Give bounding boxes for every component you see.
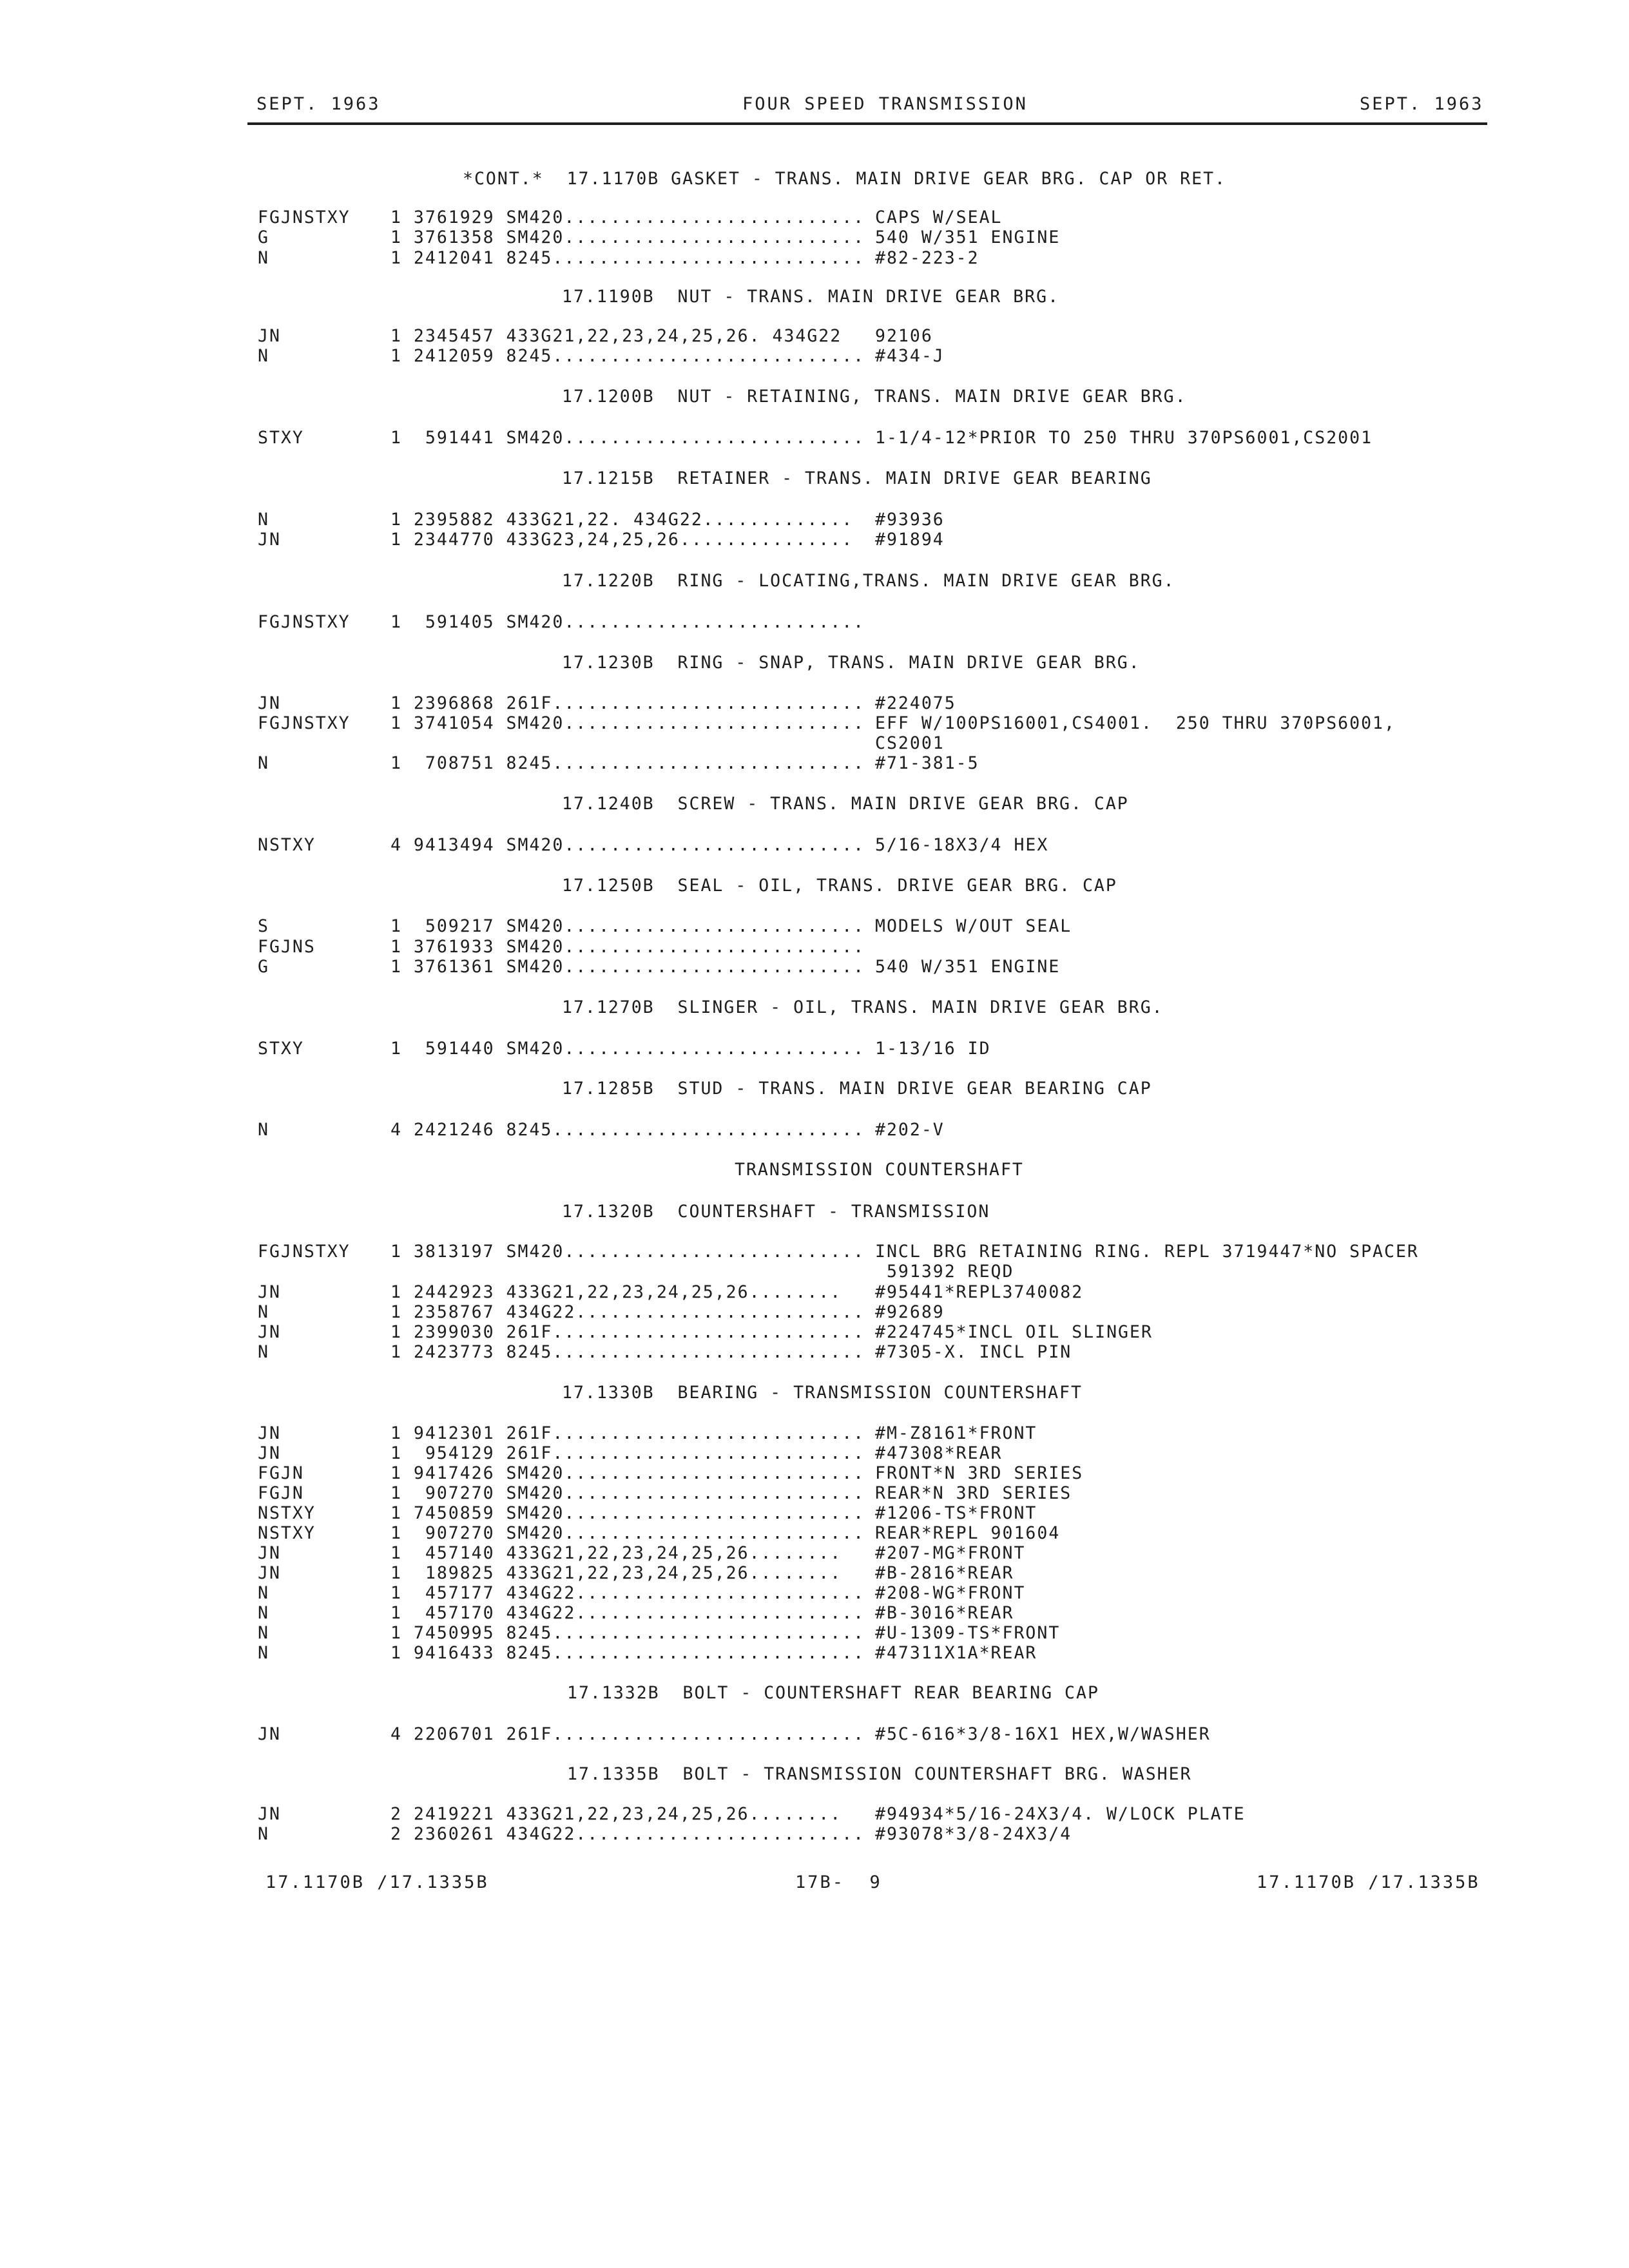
part-number-desc: 1 3761933 SM420..........................: [390, 937, 865, 957]
part-remark: #47311X1A*REAR: [875, 1643, 1037, 1663]
part-usage-code: JN: [258, 1804, 281, 1824]
part-usage-code: JN: [258, 1543, 281, 1563]
part-remark: #71-381-5: [875, 753, 979, 773]
section-heading: 17.1215B RETAINER - TRANS. MAIN DRIVE GEAR BEARING: [562, 468, 1152, 488]
part-number-desc: 1 457177 434G22.........................: [390, 1583, 865, 1603]
part-remark: REAR*N 3RD SERIES: [875, 1483, 1072, 1503]
section-heading: 17.1330B BEARING - TRANSMISSION COUNTERSHAFT: [562, 1383, 1083, 1403]
part-remark: #5C-616*3/8-16X1 HEX,W/WASHER: [875, 1724, 1211, 1744]
part-number-desc: 1 457140 433G21,22,23,24,25,26........: [390, 1543, 842, 1563]
part-usage-code: N: [258, 1643, 269, 1663]
part-usage-code: FGJNS: [258, 937, 316, 957]
part-remark: #B-3016*REAR: [875, 1603, 1014, 1623]
part-usage-code: NSTXY: [258, 1503, 316, 1523]
part-remark: #94934*5/16-24X3/4. W/LOCK PLATE: [875, 1804, 1246, 1824]
part-usage-code: JN: [258, 326, 281, 346]
part-usage-code: N: [258, 1623, 269, 1643]
part-usage-code: N: [258, 346, 269, 366]
part-usage-code: N: [258, 248, 269, 268]
part-remark: #93936: [875, 510, 945, 530]
part-remark: CS2001: [875, 733, 945, 753]
section-heading: 17.1190B NUT - TRANS. MAIN DRIVE GEAR BRG.: [562, 287, 1060, 307]
part-remark: EFF W/100PS16001,CS4001. 250 THRU 370PS6001,: [875, 713, 1396, 733]
section-heading: 17.1240B SCREW - TRANS. MAIN DRIVE GEAR BRG. CAP: [562, 794, 1129, 814]
part-number-desc: 1 2395882 433G21,22. 434G22.............: [390, 510, 854, 530]
part-usage-code: N: [258, 753, 269, 773]
part-remark: #93078*3/8-24X3/4: [875, 1824, 1072, 1844]
part-number-desc: 2 2360261 434G22.........................: [390, 1824, 865, 1844]
part-remark: #U-1309-TS*FRONT: [875, 1623, 1061, 1643]
part-number-desc: 1 2345457 433G21,22,23,24,25,26. 434G22: [390, 326, 842, 346]
part-number-desc: 1 591440 SM420..........................: [390, 1039, 865, 1059]
part-usage-code: N: [258, 1603, 269, 1623]
header-date-right: SEPT. 1963: [1360, 94, 1484, 114]
part-remark: #M-Z8161*FRONT: [875, 1423, 1037, 1443]
part-remark: MODELS W/OUT SEAL: [875, 916, 1072, 936]
part-usage-code: N: [258, 1583, 269, 1603]
section-heading: 17.1220B RING - LOCATING,TRANS. MAIN DRIVE GEAR BRG.: [562, 571, 1175, 591]
part-number-desc: 1 591405 SM420..........................: [390, 612, 865, 632]
part-number-desc: 1 9412301 261F...........................: [390, 1423, 865, 1443]
part-number-desc: 1 2344770 433G23,24,25,26...............: [390, 530, 854, 550]
part-remark: INCL BRG RETAINING RING. REPL 3719447*NO SPACER: [875, 1242, 1419, 1262]
part-number-desc: 1 2399030 261F...........................: [390, 1322, 865, 1342]
part-remark: #95441*REPL3740082: [875, 1282, 1084, 1302]
part-number-desc: 1 7450995 8245...........................: [390, 1623, 865, 1643]
part-number-desc: 1 591441 SM420..........................: [390, 428, 865, 448]
part-usage-code: FGJN: [258, 1483, 304, 1503]
part-usage-code: FGJNSTXY: [258, 612, 351, 632]
part-remark: #B-2816*REAR: [875, 1563, 1014, 1583]
header-rule: [247, 122, 1487, 125]
part-number-desc: 1 2442923 433G21,22,23,24,25,26........: [390, 1282, 842, 1302]
part-remark: 5/16-18X3/4 HEX: [875, 835, 1049, 855]
section-heading: 17.1335B BOLT - TRANSMISSION COUNTERSHAFT BRG. WASHER: [567, 1764, 1192, 1784]
part-number-desc: 1 2396868 261F...........................: [390, 693, 865, 713]
part-usage-code: JN: [258, 1322, 281, 1342]
part-usage-code: G: [258, 957, 269, 977]
part-usage-code: JN: [258, 530, 281, 550]
part-remark: 1-1/4-12*PRIOR TO 250 THRU 370PS6001,CS2001: [875, 428, 1373, 448]
part-usage-code: N: [258, 510, 269, 530]
part-number-desc: 1 954129 261F...........................: [390, 1443, 865, 1463]
part-usage-code: FGJNSTXY: [258, 713, 351, 733]
part-number-desc: 1 2412041 8245...........................: [390, 248, 865, 268]
part-number-desc: 4 2206701 261F...........................: [390, 1724, 865, 1744]
section-heading: 17.1285B STUD - TRANS. MAIN DRIVE GEAR BEARING CAP: [562, 1079, 1152, 1099]
part-usage-code: JN: [258, 1443, 281, 1463]
part-remark: #92689: [875, 1302, 945, 1322]
part-number-desc: 1 3741054 SM420..........................: [390, 713, 865, 733]
part-number-desc: 1 2358767 434G22.........................: [390, 1302, 865, 1322]
section-heading: 17.1320B COUNTERSHAFT - TRANSMISSION: [562, 1202, 990, 1222]
part-number-desc: 1 3761361 SM420..........................: [390, 957, 865, 977]
part-usage-code: N: [258, 1824, 269, 1844]
part-usage-code: N: [258, 1302, 269, 1322]
part-remark: #202-V: [875, 1120, 945, 1140]
part-number-desc: 4 2421246 8245...........................: [390, 1120, 865, 1140]
part-remark: 92106: [875, 326, 933, 346]
part-usage-code: G: [258, 227, 269, 247]
part-usage-code: NSTXY: [258, 835, 316, 855]
part-number-desc: 1 509217 SM420..........................: [390, 916, 865, 936]
part-usage-code: JN: [258, 1724, 281, 1744]
part-usage-code: N: [258, 1120, 269, 1140]
part-usage-code: NSTXY: [258, 1523, 316, 1543]
section-heading: 17.1250B SEAL - OIL, TRANS. DRIVE GEAR BRG. CAP: [562, 876, 1117, 896]
section-heading: *CONT.* 17.1170B GASKET - TRANS. MAIN DRIVE GEAR BRG. CAP OR RET.: [463, 169, 1226, 189]
section-heading: TRANSMISSION COUNTERSHAFT: [735, 1160, 1024, 1180]
part-number-desc: 1 189825 433G21,22,23,24,25,26........: [390, 1563, 842, 1583]
part-remark: 591392 REQD: [875, 1262, 1014, 1282]
part-remark: CAPS W/SEAL: [875, 207, 1003, 227]
part-remark: #1206-TS*FRONT: [875, 1503, 1037, 1523]
part-number-desc: 1 907270 SM420..........................: [390, 1483, 865, 1503]
part-usage-code: STXY: [258, 1039, 304, 1059]
part-number-desc: 1 3813197 SM420..........................: [390, 1242, 865, 1262]
footer-range-right: 17.1170B /17.1335B: [1257, 1872, 1480, 1892]
part-number-desc: 1 3761929 SM420..........................: [390, 207, 865, 227]
part-remark: #208-WG*FRONT: [875, 1583, 1026, 1603]
header-title: FOUR SPEED TRANSMISSION: [742, 94, 1028, 114]
part-remark: #434-J: [875, 346, 945, 366]
part-remark: FRONT*N 3RD SERIES: [875, 1463, 1084, 1483]
part-remark: 540 W/351 ENGINE: [875, 957, 1061, 977]
part-usage-code: N: [258, 1342, 269, 1362]
part-number-desc: 1 2423773 8245...........................: [390, 1342, 865, 1362]
section-heading: 17.1332B BOLT - COUNTERSHAFT REAR BEARING CAP: [567, 1683, 1099, 1703]
part-remark: #91894: [875, 530, 945, 550]
part-number-desc: 1 457170 434G22.........................: [390, 1603, 865, 1623]
part-number-desc: 1 9417426 SM420..........................: [390, 1463, 865, 1483]
part-remark: 540 W/351 ENGINE: [875, 227, 1061, 247]
part-remark: #82-223-2: [875, 248, 979, 268]
part-number-desc: 2 2419221 433G21,22,23,24,25,26........: [390, 1804, 842, 1824]
section-heading: 17.1230B RING - SNAP, TRANS. MAIN DRIVE GEAR BRG.: [562, 653, 1141, 673]
part-remark: #7305-X. INCL PIN: [875, 1342, 1072, 1362]
footer-range-left: 17.1170B /17.1335B: [265, 1872, 489, 1892]
part-usage-code: FGJN: [258, 1463, 304, 1483]
part-number-desc: 1 9416433 8245...........................: [390, 1643, 865, 1663]
part-number-desc: 4 9413494 SM420..........................: [390, 835, 865, 855]
part-number-desc: 1 2412059 8245...........................: [390, 346, 865, 366]
part-usage-code: JN: [258, 1423, 281, 1443]
footer-page-number: 17B- 9: [795, 1872, 882, 1892]
header-date-left: SEPT. 1963: [256, 94, 381, 114]
part-usage-code: FGJNSTXY: [258, 207, 351, 227]
part-remark: 1-13/16 ID: [875, 1039, 991, 1059]
part-remark: #47308*REAR: [875, 1443, 1003, 1463]
part-remark: #224745*INCL OIL SLINGER: [875, 1322, 1153, 1342]
part-remark: #224075: [875, 693, 956, 713]
part-usage-code: JN: [258, 1282, 281, 1302]
part-usage-code: S: [258, 916, 269, 936]
part-usage-code: STXY: [258, 428, 304, 448]
section-heading: 17.1270B SLINGER - OIL, TRANS. MAIN DRIVE GEAR BRG.: [562, 997, 1164, 1017]
section-heading: 17.1200B NUT - RETAINING, TRANS. MAIN DRIVE GEAR BRG.: [562, 387, 1187, 407]
part-number-desc: 1 7450859 SM420..........................: [390, 1503, 865, 1523]
part-remark: #207-MG*FRONT: [875, 1543, 1026, 1563]
part-number-desc: 1 708751 8245...........................: [390, 753, 865, 773]
part-remark: REAR*REPL 901604: [875, 1523, 1061, 1543]
part-number-desc: 1 3761358 SM420..........................: [390, 227, 865, 247]
part-usage-code: JN: [258, 1563, 281, 1583]
part-number-desc: 1 907270 SM420..........................: [390, 1523, 865, 1543]
part-usage-code: JN: [258, 693, 281, 713]
part-usage-code: FGJNSTXY: [258, 1242, 351, 1262]
